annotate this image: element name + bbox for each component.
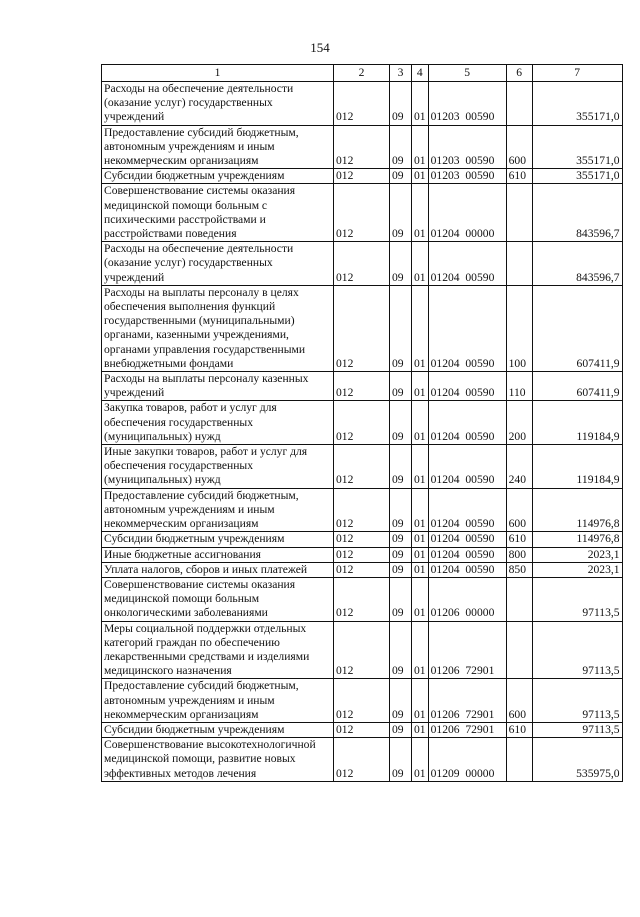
row-rz: 09 <box>390 621 412 679</box>
row-ved: 012 <box>334 562 390 577</box>
row-vr <box>506 577 532 621</box>
row-pr: 01 <box>412 532 429 547</box>
row-csr: 01204 00590 <box>428 488 506 532</box>
row-csr: 01209 00000 <box>428 738 506 782</box>
row-ved: 012 <box>334 401 390 445</box>
table-row <box>102 285 623 371</box>
row-sum: 119184,9 <box>532 401 622 445</box>
row-pr: 01 <box>412 82 429 126</box>
col-header-ved: 2 <box>334 65 390 82</box>
row-ved: 012 <box>334 722 390 737</box>
row-name: Расходы на обеспечение деятельности (оказание услуг) государственных учреждений <box>102 82 334 126</box>
row-rz: 09 <box>390 738 412 782</box>
row-vr: 600 <box>506 488 532 532</box>
table-row <box>102 184 623 242</box>
col-header-name: 1 <box>102 65 334 82</box>
row-sum: 97113,5 <box>532 577 622 621</box>
row-ved: 012 <box>334 82 390 126</box>
row-ved: 012 <box>334 285 390 371</box>
table-row <box>102 738 623 782</box>
row-rz: 09 <box>390 125 412 169</box>
row-pr: 01 <box>412 547 429 562</box>
row-csr: 01204 00590 <box>428 547 506 562</box>
row-ved: 012 <box>334 621 390 679</box>
row-sum: 119184,9 <box>532 445 622 489</box>
row-vr: 610 <box>506 722 532 737</box>
row-ved: 012 <box>334 679 390 723</box>
row-rz: 09 <box>390 547 412 562</box>
row-sum: 114976,8 <box>532 488 622 532</box>
row-pr: 01 <box>412 488 429 532</box>
row-pr: 01 <box>412 169 429 184</box>
row-ved: 012 <box>334 577 390 621</box>
row-vr: 800 <box>506 547 532 562</box>
row-ved: 012 <box>334 547 390 562</box>
row-vr: 200 <box>506 401 532 445</box>
row-name: Совершенствование высокотехнологичной медицинской помощи, развитие новых эффективных методов лечения <box>102 738 334 782</box>
row-name: Иные закупки товаров, работ и услуг для обеспечения государственных (муниципальных) нужд <box>102 445 334 489</box>
row-rz: 09 <box>390 82 412 126</box>
row-csr: 01204 00590 <box>428 562 506 577</box>
row-csr: 01206 00000 <box>428 577 506 621</box>
row-vr <box>506 621 532 679</box>
row-sum: 535975,0 <box>532 738 622 782</box>
row-rz: 09 <box>390 532 412 547</box>
row-vr <box>506 242 532 286</box>
row-name: Расходы на выплаты персоналу в целях обеспечения выполнения функций государственными (муниципальными) органами, казенными учреждениями, органами управления государственными внебюджетными фондами <box>102 285 334 371</box>
row-rz: 09 <box>390 169 412 184</box>
row-rz: 09 <box>390 562 412 577</box>
row-sum: 97113,5 <box>532 621 622 679</box>
row-ved: 012 <box>334 445 390 489</box>
row-ved: 012 <box>334 169 390 184</box>
table-row <box>102 82 623 126</box>
row-ved: 012 <box>334 532 390 547</box>
row-vr: 240 <box>506 445 532 489</box>
row-rz: 09 <box>390 445 412 489</box>
col-header-vr: 6 <box>506 65 532 82</box>
row-vr: 600 <box>506 679 532 723</box>
row-rz: 09 <box>390 679 412 723</box>
row-csr: 01204 00590 <box>428 372 506 401</box>
col-header-pr: 4 <box>412 65 429 82</box>
row-rz: 09 <box>390 401 412 445</box>
table-row <box>102 532 623 547</box>
row-pr: 01 <box>412 401 429 445</box>
row-pr: 01 <box>412 722 429 737</box>
row-ved: 012 <box>334 488 390 532</box>
row-vr: 110 <box>506 372 532 401</box>
table-row <box>102 722 623 737</box>
col-header-rz: 3 <box>390 65 412 82</box>
row-name: Закупка товаров, работ и услуг для обеспечения государственных (муниципальных) нужд <box>102 401 334 445</box>
row-name: Предоставление субсидий бюджетным, автономным учреждениям и иным некоммерческим организациям <box>102 125 334 169</box>
row-sum: 355171,0 <box>532 169 622 184</box>
table-row <box>102 621 623 679</box>
col-header-sum: 7 <box>532 65 622 82</box>
table-row <box>102 169 623 184</box>
row-pr: 01 <box>412 125 429 169</box>
row-sum: 355171,0 <box>532 82 622 126</box>
row-sum: 114976,8 <box>532 532 622 547</box>
row-rz: 09 <box>390 372 412 401</box>
row-csr: 01203 00590 <box>428 82 506 126</box>
row-name: Совершенствование системы оказания медицинской помощи больным онкологическими заболеваниями <box>102 577 334 621</box>
row-pr: 01 <box>412 242 429 286</box>
row-csr: 01206 72901 <box>428 621 506 679</box>
table-row <box>102 547 623 562</box>
row-pr: 01 <box>412 577 429 621</box>
row-csr: 01204 00000 <box>428 184 506 242</box>
row-pr: 01 <box>412 621 429 679</box>
row-pr: 01 <box>412 445 429 489</box>
row-vr: 610 <box>506 532 532 547</box>
row-csr: 01204 00590 <box>428 401 506 445</box>
row-vr: 100 <box>506 285 532 371</box>
row-rz: 09 <box>390 488 412 532</box>
col-header-csr: 5 <box>428 65 506 82</box>
row-sum: 607411,9 <box>532 285 622 371</box>
row-csr: 01203 00590 <box>428 169 506 184</box>
row-csr: 01204 00590 <box>428 242 506 286</box>
row-name: Субсидии бюджетным учреждениям <box>102 722 334 737</box>
row-rz: 09 <box>390 577 412 621</box>
row-name: Расходы на обеспечение деятельности (оказание услуг) государственных учреждений <box>102 242 334 286</box>
row-name: Предоставление субсидий бюджетным, автономным учреждениям и иным некоммерческим организациям <box>102 488 334 532</box>
table-row <box>102 242 623 286</box>
row-name: Расходы на выплаты персоналу казенных учреждений <box>102 372 334 401</box>
row-name: Уплата налогов, сборов и иных платежей <box>102 562 334 577</box>
row-sum: 607411,9 <box>532 372 622 401</box>
row-name: Совершенствование системы оказания медицинской помощи больным с психическими расстройствами и расстройствами поведения <box>102 184 334 242</box>
row-rz: 09 <box>390 285 412 371</box>
table-row <box>102 445 623 489</box>
table-row <box>102 488 623 532</box>
row-vr <box>506 184 532 242</box>
page-number: 154 <box>310 40 330 55</box>
row-vr <box>506 82 532 126</box>
row-name: Субсидии бюджетным учреждениям <box>102 532 334 547</box>
budget-table <box>101 64 623 782</box>
row-vr <box>506 738 532 782</box>
row-pr: 01 <box>412 562 429 577</box>
table-row <box>102 562 623 577</box>
table-row <box>102 125 623 169</box>
row-ved: 012 <box>334 125 390 169</box>
row-csr: 01203 00590 <box>428 125 506 169</box>
row-csr: 01204 00590 <box>428 445 506 489</box>
table-row <box>102 577 623 621</box>
row-pr: 01 <box>412 285 429 371</box>
row-csr: 01204 00590 <box>428 285 506 371</box>
row-name: Предоставление субсидий бюджетным, автономным учреждениям и иным некоммерческим организациям <box>102 679 334 723</box>
row-sum: 2023,1 <box>532 562 622 577</box>
row-csr: 01206 72901 <box>428 722 506 737</box>
row-rz: 09 <box>390 242 412 286</box>
row-name: Субсидии бюджетным учреждениям <box>102 169 334 184</box>
row-name: Меры социальной поддержки отдельных категорий граждан по обеспечению лекарственными средствами и изделиями медицинского назначения <box>102 621 334 679</box>
row-rz: 09 <box>390 184 412 242</box>
row-sum: 843596,7 <box>532 184 622 242</box>
row-csr: 01206 72901 <box>428 679 506 723</box>
row-pr: 01 <box>412 679 429 723</box>
row-ved: 012 <box>334 242 390 286</box>
row-ved: 012 <box>334 184 390 242</box>
row-sum: 97113,5 <box>532 679 622 723</box>
row-csr: 01204 00590 <box>428 532 506 547</box>
row-vr: 850 <box>506 562 532 577</box>
row-ved: 012 <box>334 738 390 782</box>
table-row <box>102 372 623 401</box>
row-sum: 843596,7 <box>532 242 622 286</box>
row-pr: 01 <box>412 372 429 401</box>
row-rz: 09 <box>390 722 412 737</box>
row-sum: 97113,5 <box>532 722 622 737</box>
row-pr: 01 <box>412 738 429 782</box>
table-row <box>102 401 623 445</box>
row-vr: 600 <box>506 125 532 169</box>
row-ved: 012 <box>334 372 390 401</box>
row-sum: 355171,0 <box>532 125 622 169</box>
table-row <box>102 679 623 723</box>
row-sum: 2023,1 <box>532 547 622 562</box>
row-name: Иные бюджетные ассигнования <box>102 547 334 562</box>
table-header-row <box>102 65 623 82</box>
row-vr: 610 <box>506 169 532 184</box>
row-pr: 01 <box>412 184 429 242</box>
